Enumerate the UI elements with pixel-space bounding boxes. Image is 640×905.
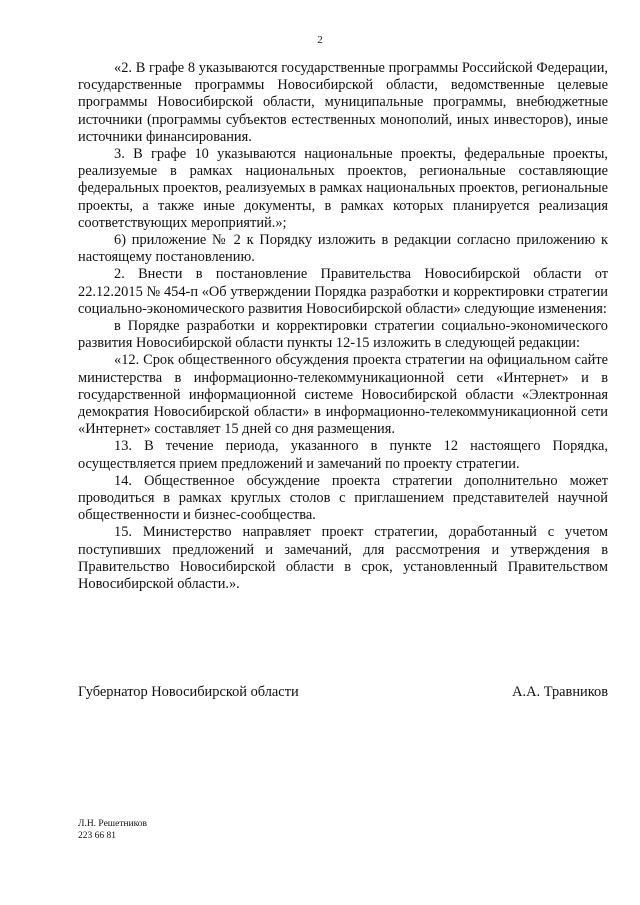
paragraph-point-14: 14. Общественное обсуждение проекта стратегии дополнительно может проводиться в рамках круглых столов с приглашением представителей научной общественности и бизнес-сообщества. (78, 472, 608, 524)
document-body (78, 60, 608, 593)
signature-block (78, 684, 608, 701)
paragraph-point-12: «12. Срок общественного обсуждения проекта стратегии на официальном сайте министерства в информационно-телекоммуникационной сети «Интернет» и в государственной информационной системе Новосибирской области «Электронная демократия Новосибирской области» в информационно-телекоммуникационной сети «Интернет» составляет 15 дней со дня размещения. (78, 352, 608, 438)
footer-author: Л.Н. Решетников (78, 819, 148, 829)
signature-name: А.А. Травников (512, 684, 608, 700)
footer-contact (78, 818, 147, 842)
paragraph-point-13: 13. В течение периода, указанного в пункте 12 настоящего Порядка, осуществляется прием предложений и замечаний по проекту стратегии. (78, 438, 608, 472)
paragraph-order-points: в Порядке разработки и корректировки стратегии социально-экономического развития Новосибирской области пункты 12-15 изложить в следующей редакции: (78, 318, 608, 352)
paragraph-amend-resolution: 2. Внести в постановление Правительства Новосибирской области от 22.12.2015 № 454-п «Об утверждении Порядка разработки и корректировки стратегии социально-экономического развития Новосибирской области» следующие изменения: (78, 266, 608, 317)
footer-phone: 223 66 81 (78, 831, 116, 841)
paragraph-graph-10: 3. В графе 10 указываются национальные проекты, федеральные проекты, реализуемые в рамках национальных проектов, региональные составляющие федеральных проектов, реализуемых в рамках национальных проектов, региональные проекты, а также иные документы, в рамках которых планируется реализация соответствующих мероприятий.»; (78, 146, 608, 231)
paragraph-appendix-2: 6) приложение № 2 к Порядку изложить в редакции согласно приложению к настоящему постановлению. (78, 232, 608, 266)
signature-position: Губернатор Новосибирской области (78, 684, 299, 700)
paragraph-point-15: 15. Министерство направляет проект стратегии, доработанный с учетом поступивших предложений и замечаний, для рассмотрения и утверждения в Правительство Новосибирской области в срок, установленный Правительством Новосибирской области.». (78, 524, 608, 593)
paragraph-graph-8: «2. В графе 8 указываются государственные программы Российской Федерации, государственные программы Новосибирской области, ведомственные целевые программы Новосибирской области, муниципальные программы, внебюджетные источники (программы субъектов естественных монополий, иных инвесторов), иные источники финансирования. (78, 60, 608, 145)
page-number: 2 (317, 34, 323, 46)
